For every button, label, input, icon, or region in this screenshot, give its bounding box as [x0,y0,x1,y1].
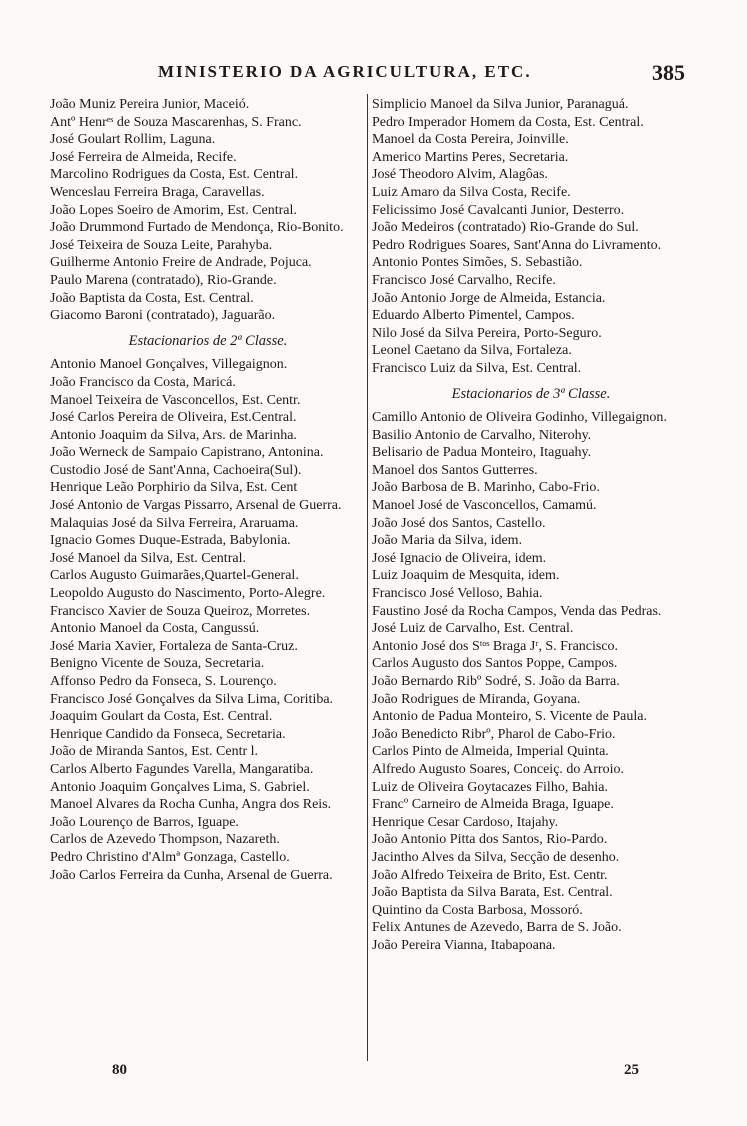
list-entry: José Teixeira de Souza Leite, Parahyba. [50,237,273,253]
list-entry: Luiz Amaro da Silva Costa, Recife. [372,184,571,200]
list-entry: Manoel Alvares da Rocha Cunha, Angra dos Reis. [50,797,332,813]
list-entry: João Pereira Vianna, Itabapoana. [372,937,556,953]
list-entry: Custodio José de Sant'Anna, Cachoeira(Sul). [50,462,302,478]
list-entry: Pedro Rodrigues Soares, Sant'Anna do Livramento. [372,237,662,253]
list-entry: Ignacio Gomes Duque-Estrada, Babylonia. [50,533,291,549]
list-entry: João Muniz Pereira Junior, Maceió. [50,97,250,112]
list-entry: Manoel da Costa Pereira, Joinville. [372,132,569,148]
list-entry: Henrique Candido da Fonseca, Secretaria. [50,726,286,742]
list-entry: Pedro Christino d'Almª Gonzaga, Castello. [50,849,290,865]
list-entry: José Luiz de Carvalho, Est. Central. [372,621,574,637]
list-entry: João Lourenço de Barros, Iguape. [50,814,239,830]
list-entry: Marcolino Rodrigues da Costa, Est. Central. [50,167,299,183]
list-entry: José Theodoro Alvim, Alagôas. [372,167,548,183]
list-entry: Manoel dos Santos Gutterres. [372,462,538,478]
list-entry: Francisco José Velloso, Bahia. [372,586,543,602]
list-entry: Faustino José da Rocha Campos, Venda das Pedras. [372,603,662,619]
list-entry: João Drummond Furtado de Mendonça, Rio-Bonito. [50,220,344,236]
list-entry: João Francisco da Costa, Maricá. [50,374,236,390]
list-entry: João Rodrigues de Miranda, Goyana. [372,691,581,707]
page-title: MINISTERIO DA AGRICULTURA, ETC. [158,62,532,81]
page-number: 385 [652,60,685,85]
section-heading-3a-classe: Estacionarios de 3ª Classe. [451,385,611,402]
left-list-a [50,96,366,325]
list-entry: João José dos Santos, Castello. [372,515,546,531]
right-list-a [372,96,690,378]
list-entry: João Medeiros (contratado) Rio-Grande do Sul. [372,220,639,236]
list-entry: João Benedicto Ribrº, Pharol de Cabo-Frio. [372,726,616,742]
list-entry: Quintino da Costa Barbosa, Mossoró. [372,902,583,918]
list-entry: Carlos Pinto de Almeida, Imperial Quinta. [372,744,609,760]
list-entry: Carlos Alberto Fagundes Varella, Mangaratiba. [50,761,314,777]
list-entry: Felix Antunes de Azevedo, Barra de S. João. [372,920,622,936]
list-entry: José Ignacio de Oliveira, idem. [372,550,547,566]
list-entry: Carlos Augusto Guimarães,Quartel-General. [50,568,299,584]
list-entry: Jacintho Alves da Silva, Secção de desenho. [372,849,620,865]
list-entry: Antonio Joaquim da Silva, Ars. de Marinha. [50,427,297,443]
list-entry: Paulo Marena (contratado), Rio-Grande. [50,272,277,288]
list-entry: Francisco José Gonçalves da Silva Lima, Coritiba. [50,691,334,707]
footer-signature-right: 25 [624,1062,639,1078]
list-entry: João Bernardo Ribº Sodré, S. João da Barra. [372,674,620,689]
list-entry: Joaquim Goulart da Costa, Est. Central. [50,709,273,725]
list-entry: Antonio de Padua Monteiro, S. Vicente de Paula. [372,709,647,725]
list-entry: Felicissimo José Cavalcanti Junior, Desterro. [372,202,625,218]
list-entry: Wenceslau Ferreira Braga, Caravellas. [50,184,265,200]
list-entry: Americo Martins Peres, Secretaria. [372,149,569,165]
list-entry: Francisco José Carvalho, Recife. [372,272,556,288]
list-entry: Eduardo Alberto Pimentel, Campos. [372,308,575,324]
list-entry: Malaquias José da Silva Ferreira, Araruama. [50,515,299,531]
list-entry: Leonel Caetano da Silva, Fortaleza. [372,343,572,359]
list-entry: Henrique Leão Porphirio da Silva, Est. Cent [50,480,298,496]
page-header [0,62,747,92]
list-entry: José Carlos Pereira de Oliveira, Est.Central. [50,410,297,426]
list-entry: Antonio José dos Sᵗᵒˢ Braga Jʳ, S. Francisco. [372,638,619,654]
list-entry: Simplicio Manoel da Silva Junior, Paranaguá. [372,97,629,112]
list-entry: João Werneck de Sampaio Capistrano, Antonina. [50,445,324,461]
list-entry: Henrique Cesar Cardoso, Itajahy. [372,814,559,830]
list-entry: Manoel José de Vasconcellos, Camamú. [372,498,597,514]
list-entry: José Antonio de Vargas Pissarro, Arsenal de Guerra. [50,498,342,514]
list-entry: João Carlos Ferreira da Cunha, Arsenal de Guerra. [50,867,333,883]
list-entry: Manoel Teixeira de Vasconcellos, Est. Centr. [50,392,301,408]
list-entry: Giacomo Baroni (contratado), Jaguarão. [50,308,276,324]
list-entry: José Maria Xavier, Fortaleza de Santa-Cruz. [50,638,298,654]
list-entry: Leopoldo Augusto do Nascimento, Porto-Alegre. [50,586,326,602]
list-entry: Carlos Augusto dos Santos Poppe, Campos. [372,656,618,672]
list-entry: João Baptista da Silva Barata, Est. Central. [372,885,613,901]
list-entry: Belisario de Padua Monteiro, Itaguahy. [372,445,592,461]
list-entry: Antonio Manoel Gonçalves, Villegaignon. [50,357,288,373]
section-heading-2a-classe: Estacionarios de 2ª Classe. [128,332,288,349]
list-entry: João Maria da Silva, idem. [372,533,523,549]
list-entry: João Lopes Soeiro de Amorim, Est. Central. [50,202,297,218]
list-entry: Nilo José da Silva Pereira, Porto-Seguro. [372,325,602,341]
right-list-b [372,409,690,954]
list-entry: João Antonio Pitta dos Santos, Rio-Pardo. [372,832,608,848]
list-entry: Francisco Luiz da Silva, Est. Central. [372,360,582,376]
left-column [50,96,366,1056]
list-entry: Alfredo Augusto Soares, Conceiç. do Arroio. [372,761,624,777]
list-entry: João de Miranda Santos, Est. Centr l. [50,744,259,760]
left-list-b [50,356,366,884]
list-entry: José Goulart Rollim, Laguna. [50,132,216,148]
list-entry: João Barbosa de B. Marinho, Cabo-Frio. [372,480,600,496]
list-entry: Antonio Manoel da Costa, Cangussú. [50,621,260,637]
list-entry: Carlos de Azevedo Thompson, Nazareth. [50,832,280,848]
list-entry: Benigno Vicente de Souza, Secretaria. [50,656,265,672]
list-entry: José Ferreira de Almeida, Recife. [50,149,237,165]
column-divider [367,94,368,1061]
list-entry: Antonio Pontes Simões, S. Sebastião. [372,255,583,271]
list-entry: Guilherme Antonio Freire de Andrade, Pojuca. [50,255,312,271]
footer-signature-left: 80 [112,1062,127,1078]
list-entry: Affonso Pedro da Fonseca, S. Lourenço. [50,674,277,689]
list-entry: Luiz de Oliveira Goytacazes Filho, Bahia. [372,779,608,795]
list-entry: Antº Henrᵉˢ de Souza Mascarenhas, S. Franc. [50,114,302,130]
list-entry: João Antonio Jorge de Almeida, Estancia. [372,290,606,306]
list-entry: Francisco Xavier de Souza Queiroz, Morretes. [50,603,311,619]
list-entry: Pedro Imperador Homem da Costa, Est. Central. [372,114,644,130]
list-entry: Antonio Joaquim Gonçalves Lima, S. Gabriel. [50,779,310,795]
list-entry: João Baptista da Costa, Est. Central. [50,290,254,306]
list-entry: Basilio Antonio de Carvalho, Niterohy. [372,427,592,443]
list-entry: Luiz Joaquim de Mesquita, idem. [372,568,560,584]
list-entry: José Manoel da Silva, Est. Central. [50,550,246,566]
right-column [372,96,690,1056]
list-entry: Francº Carneiro de Almeida Braga, Iguape. [372,797,614,813]
list-entry: Camillo Antonio de Oliveira Godinho, Villegaignon. [372,410,667,426]
list-entry: João Alfredo Teixeira de Brito, Est. Centr. [372,867,608,883]
